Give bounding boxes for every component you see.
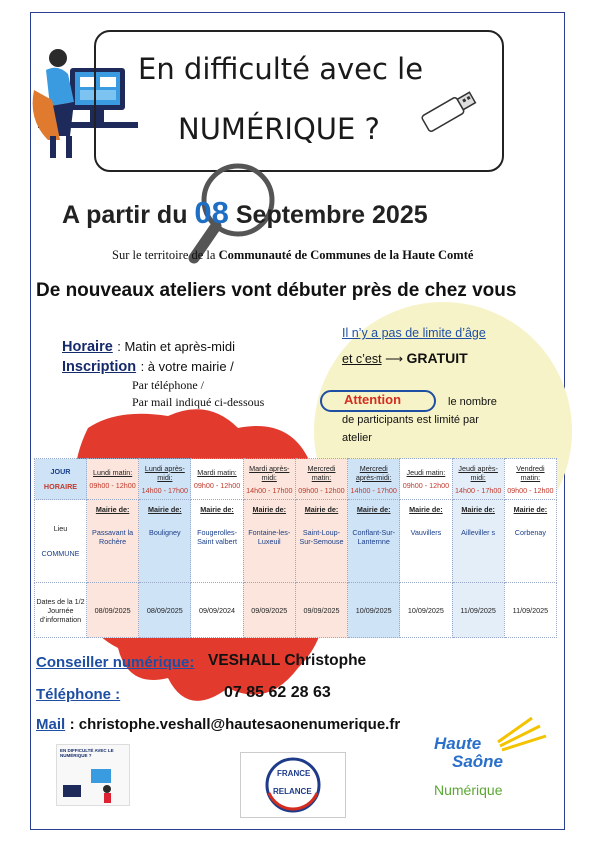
- limit-line-3: atelier: [342, 432, 372, 444]
- inscription-line: [62, 358, 234, 376]
- commune-name: Fontaine-les-Luxeuil: [248, 528, 291, 546]
- table-row: [35, 500, 557, 583]
- schedule-cell: [87, 459, 139, 500]
- schedule-cell: [295, 459, 347, 500]
- schedule-cell: [243, 583, 295, 638]
- arrow-icon: ⟶: [385, 352, 404, 366]
- inscription-value: : à votre mairie /: [140, 359, 234, 374]
- day-label: Mardi après-midi:: [249, 463, 290, 482]
- mairie-label: Mairie de:: [148, 505, 182, 514]
- mail-address[interactable]: : christophe.veshall@hautesaonenumerique.fr: [69, 716, 401, 733]
- row-label-lieu-commune: [35, 500, 87, 583]
- table-row: [35, 459, 557, 500]
- schedule-cell: [504, 500, 556, 583]
- commune-name: Passavant la Rochère: [92, 528, 134, 546]
- limit-line-2: de participants est limité par: [342, 414, 479, 426]
- time-label: 09h00 - 12h00: [402, 481, 450, 490]
- mail-label: Mail: [36, 716, 66, 733]
- france-label: FRANCE: [277, 769, 311, 778]
- day-label: Mardi matin:: [197, 468, 237, 477]
- limit-line-1: le nombre: [448, 396, 497, 408]
- phone-number[interactable]: 07 85 62 28 63: [224, 684, 331, 701]
- relance-label: RELANCE: [273, 787, 312, 796]
- time-label: 14h00 - 17h00: [350, 485, 397, 495]
- schedule-cell: [191, 500, 243, 583]
- info-date: 10/09/2025: [355, 605, 392, 615]
- start-date: [62, 195, 428, 231]
- mail-line: [36, 716, 400, 734]
- commune-name: Corbenay: [514, 528, 546, 537]
- schedule-table: [34, 458, 557, 638]
- info-date: 09/09/2024: [199, 605, 236, 615]
- commune-name: Saint-Loup-Sur-Semouse: [299, 528, 344, 546]
- by-phone: Par téléphone /: [132, 378, 204, 392]
- schedule-cell: [400, 583, 452, 638]
- schedule-cell: [348, 500, 400, 583]
- day-label: Mercredi après-midi:: [355, 463, 392, 482]
- attention-label: Attention: [344, 392, 402, 407]
- title-line-1: En difficulté avec le: [138, 52, 424, 86]
- schedule-cell: [87, 500, 139, 583]
- mini-poster-figures: [57, 765, 129, 805]
- commune-name: Conflant-Sur-Lanternne: [352, 528, 396, 546]
- commune-name: Ailleviller s: [461, 528, 496, 537]
- mairie-label: Mairie de:: [409, 505, 443, 514]
- schedule-cell: [452, 459, 504, 500]
- day-label: Jeudi matin:: [406, 468, 446, 477]
- date-suffix: Septembre 2025: [235, 201, 428, 229]
- mini-poster-logo: [56, 744, 130, 806]
- day-label: Jeudi après-midi:: [458, 463, 498, 482]
- schedule-cell: [400, 500, 452, 583]
- france-relance-seal: [241, 753, 345, 817]
- free-label: GRATUIT: [406, 350, 468, 366]
- time-label: 09h00 - 12h00: [89, 481, 136, 490]
- announce-heading: De nouveaux ateliers vont débuter près de chez vous: [36, 280, 517, 301]
- label-commune: COMMUNE: [41, 549, 80, 558]
- mairie-label: Mairie de:: [304, 505, 339, 514]
- time-label: 09h00 - 12h00: [193, 481, 241, 490]
- schedule-cell: [400, 459, 452, 500]
- schedule-cell: [139, 583, 191, 638]
- schedule-cell: [295, 583, 347, 638]
- free-prefix: et c’est: [342, 352, 382, 366]
- time-label: 14h00 - 17h00: [454, 485, 502, 495]
- territory-prefix: Sur le territoire de la: [112, 248, 216, 262]
- schedule-cell: [295, 500, 347, 583]
- day-label: Lundi après-midi:: [144, 463, 185, 482]
- haute-saone-numerique-logo: [420, 712, 550, 812]
- hsn-haute: Haute: [434, 734, 482, 753]
- horaire-line: [62, 338, 235, 356]
- label-dates: Dates de la 1/2 Journée d’information: [36, 596, 85, 624]
- schedule-cell: [243, 500, 295, 583]
- mairie-label: Mairie de:: [356, 505, 391, 514]
- territory-line: [112, 248, 473, 263]
- mairie-label: Mairie de:: [252, 505, 287, 514]
- usb-key-icon: [418, 88, 480, 134]
- free-line: [342, 350, 468, 366]
- schedule-cell: [87, 583, 139, 638]
- schedule-cell: [191, 583, 243, 638]
- horaire-label: Horaire: [62, 339, 113, 355]
- by-mail: Par mail indiqué ci-dessous: [132, 395, 265, 409]
- info-date: 11/09/2025: [460, 605, 496, 615]
- commune-name: Bouligney: [149, 528, 181, 537]
- day-label: Lundi matin:: [93, 468, 133, 477]
- commune-name: Fougerolles-Saint valbert: [197, 528, 238, 546]
- schedule-cell: [452, 583, 504, 638]
- time-label: 09h00 - 12h00: [298, 485, 345, 495]
- row-label-dates: [35, 583, 87, 638]
- date-day: 08: [194, 195, 229, 230]
- info-date: 09/09/2025: [251, 605, 288, 615]
- label-jour: JOUR: [50, 467, 71, 476]
- label-horaire: HORAIRE: [43, 482, 78, 491]
- territory-name: Communauté de Communes de la Haute Comté: [218, 248, 474, 262]
- inscription-label: Inscription: [62, 359, 137, 375]
- schedule-cell: [139, 459, 191, 500]
- schedule-cell: [139, 500, 191, 583]
- mairie-label: Mairie de:: [513, 505, 548, 514]
- info-date: 11/09/2025: [512, 605, 549, 615]
- schedule-cell: [504, 459, 556, 500]
- mairie-label: Mairie de:: [95, 505, 130, 514]
- schedule-cell: [243, 459, 295, 500]
- no-age-limit: Il n’y a pas de limite d’âge: [342, 326, 486, 340]
- hsn-numerique: Numérique: [434, 782, 503, 798]
- info-date: 09/09/2025: [303, 605, 340, 615]
- advisor-name: VESHALL Christophe: [208, 652, 367, 669]
- time-label: 14h00 - 17h00: [141, 485, 189, 495]
- mairie-label: Mairie de:: [200, 505, 234, 514]
- row-label-jour-horaire: [35, 459, 87, 500]
- phone-label: Téléphone :: [36, 686, 121, 703]
- schedule-cell: [504, 583, 556, 638]
- time-label: 14h00 - 17h00: [246, 485, 293, 495]
- table-row: [35, 583, 557, 638]
- time-label: 09h00 - 12h00: [507, 485, 554, 495]
- schedule-cell: [348, 459, 400, 500]
- info-date: 10/09/2025: [407, 605, 444, 615]
- horaire-value: : Matin et après-midi: [117, 339, 235, 354]
- schedule-cell: [191, 459, 243, 500]
- mini-poster-title: EN DIFFICULTÉ AVEC LE NUMÉRIQUE ?: [60, 748, 114, 759]
- commune-name: Vauvillers: [410, 528, 442, 537]
- title-line-2: NUMÉRIQUE ?: [178, 112, 380, 146]
- advisor-label: Conseiller numérique:: [36, 654, 195, 671]
- hsn-saone: Saône: [452, 752, 504, 771]
- info-date: 08/09/2025: [94, 605, 131, 615]
- mairie-label: Mairie de:: [461, 505, 495, 514]
- label-lieu: Lieu: [53, 524, 68, 533]
- info-date: 08/09/2025: [146, 605, 183, 615]
- schedule-cell: [452, 500, 504, 583]
- day-label: Mercredi matin:: [307, 463, 336, 482]
- day-label: Vendredi matin:: [516, 463, 545, 482]
- schedule-cell: [348, 583, 400, 638]
- date-prefix: A partir du: [62, 201, 188, 229]
- france-relance-logo: [240, 752, 346, 818]
